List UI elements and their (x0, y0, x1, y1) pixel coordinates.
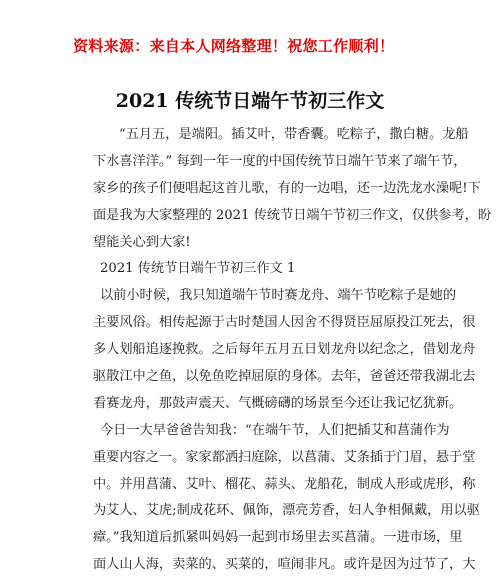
body-line: 中。并用菖蒲、艾叶、榴花、蒜头、龙船花，制成人形或虎形，称 (93, 476, 476, 492)
body-line: 以前小时候，我只知道端午节时赛龙舟、端午节吃粽子是她的 (100, 288, 457, 304)
body-line: 下水喜洋洋。” 每到一年一度的中国传统节日端午节来了端午节， (93, 153, 467, 169)
body-line: 重要内容之一。家家都洒扫庭除，以菖蒲、艾条插于门眉，悬于堂 (93, 449, 476, 465)
body-line: 瘴。”我知道后抓紧叫妈妈一起到市场里去买菖蒲。一进市场，里 (93, 530, 463, 546)
document-body (93, 122, 492, 579)
body-line: 主要风俗。相传起源于古时楚国人因舍不得贤臣屈原投江死去，很 (93, 315, 476, 331)
body-line: 驱散江中之鱼，以免鱼吃掉屈原的身体。去年，爸爸还带我湖北去 (93, 369, 476, 385)
body-line: 多人划船追逐挽救。之后每年五月五日划龙舟以纪念之，借划龙舟 (93, 342, 476, 358)
body-line: 面是我为大家整理的 2021 传统节日端午节初三作文，仅供参考，盼 (93, 207, 492, 223)
body-line: 望能关心到大家! (93, 234, 191, 250)
document-title: 2021 传统节日端午节初三作文 (115, 90, 385, 112)
body-line: “五月五，是端阳。插艾叶，带香囊。吃粽子，撒白糖。龙船 (119, 127, 469, 142)
body-line: 看赛龙舟，那鼓声震天、气概磅礴的场景至今还让我记忆犹新。 (93, 395, 463, 411)
body-line: 为艾人、艾虎;制成花环、佩饰，漂亮芳香，妇人争相佩戴，用以驱 (93, 503, 480, 519)
body-line: 家乡的孩子们便唱起这首儿歌，有的一边唱，还一边洗龙水澡呢!下 (93, 180, 481, 196)
source-banner: 资料来源：来自本人网络整理！祝您工作顺利！ (73, 37, 395, 55)
body-line: 面人山人海，卖菜的、买菜的，喧闹非凡。或许是因为过节了，大 (93, 557, 476, 573)
body-line: 今日一大早爸爸告知我：“在端午节，人们把插艾和菖蒲作为 (100, 422, 450, 438)
section-heading: 2021 传统节日端午节初三作文 1 (100, 261, 296, 277)
